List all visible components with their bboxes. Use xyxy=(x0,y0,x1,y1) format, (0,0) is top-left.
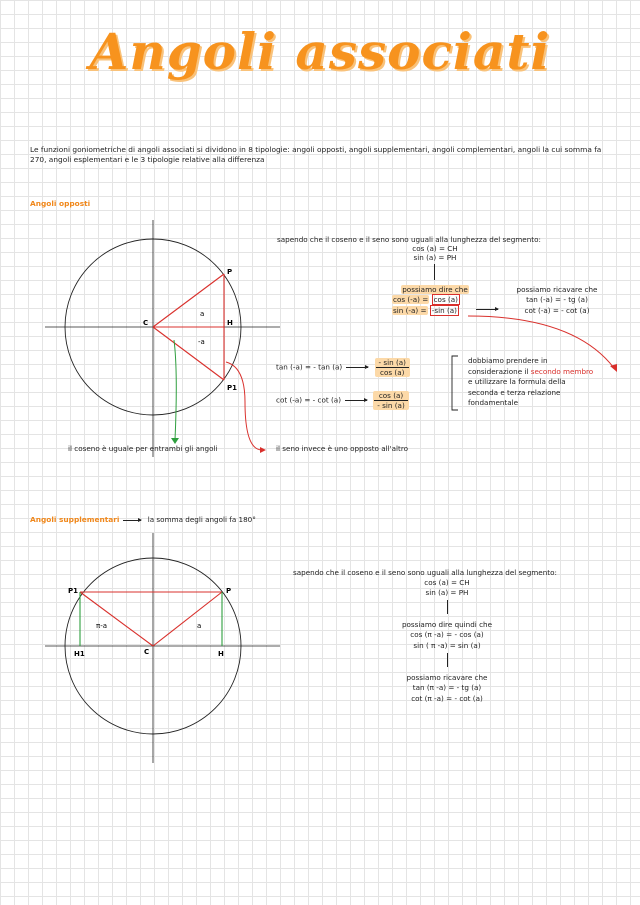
label-p-supp: P xyxy=(226,587,232,595)
arrow-down-3 xyxy=(447,653,448,667)
cot-fraction: $\frac{\cos (a)}{- \sin (a)}$ xyxy=(373,391,408,410)
label-p1: P1 xyxy=(227,384,238,392)
label-angle-neg-a: -a xyxy=(198,338,205,346)
supplementari-cos-res: cos (π -a) = - cos (a) xyxy=(410,630,484,639)
opposti-sin-neg: sin (-a) = -sin (a) xyxy=(393,306,457,315)
section-heading-supplementari: Angoli supplementari xyxy=(30,515,120,524)
page-title: Angoli associati xyxy=(89,22,551,81)
section-heading-opposti: Angoli opposti xyxy=(30,199,91,208)
opposti-tan-line: tan (-a) = - tan (a) $\frac{- \sin (a)}{\cos (a)}$ xyxy=(276,358,410,377)
intro-text: Le funzioni goniometriche di angoli associati si dividono in 8 tipologie: angoli opposti, angoli supplementari, angoli complementari, angoli la cui somma fa 270, angoli esplementari e le 3 tipologie relative alla differenza xyxy=(30,145,602,164)
opposti-cos-def: cos (a) = CH xyxy=(412,244,458,253)
opposti-cot-line: cot (-a) = - cot (a) $\frac{\cos (a)}{- \sin (a)}$ xyxy=(276,391,409,410)
supplementari-cos-def: cos (a) = CH xyxy=(424,578,470,587)
unit-circle-supplementari-diagram xyxy=(40,528,290,768)
supplementari-sum-note: la somma degli angoli fa 180° xyxy=(147,515,256,524)
label-c-supp: C xyxy=(144,648,150,656)
supplementari-sin-def: sin (a) = PH xyxy=(425,588,469,597)
sin-box: -sin (a) xyxy=(431,306,457,315)
label-c: C xyxy=(143,319,149,327)
label-h-supp: H xyxy=(218,650,224,658)
supplementari-sin-res: sin ( π -a) = sin (a) xyxy=(413,641,481,650)
label-angle-pi-a: π-a xyxy=(96,622,108,630)
label-p: P xyxy=(227,268,233,276)
unit-circle-opposti-diagram xyxy=(40,212,300,462)
tan-fraction: $\frac{- \sin (a)}{\cos (a)}$ xyxy=(375,358,410,377)
opposti-cot-res: cot (-a) = - cot (a) xyxy=(524,306,590,315)
supplementari-tan-res: tan (π -a) = - tg (a) xyxy=(412,683,482,692)
supplementari-cot-res: cot (π -a) = - cot (a) xyxy=(411,694,483,703)
opposti-sin-def: sin (a) = PH xyxy=(413,253,457,262)
arrow-down-2 xyxy=(447,600,448,614)
label-p1-supp: P1 xyxy=(68,587,79,595)
label-h1-supp: H1 xyxy=(74,650,85,658)
opposti-cos-neg: cos (-a) = cos (a) xyxy=(393,295,458,304)
opposti-ricavare: possiamo ricavare che xyxy=(516,285,598,294)
opposti-possiamo-dire: possiamo dire che xyxy=(402,285,468,294)
seno-note: il seno invece è uno opposto all'altro xyxy=(276,444,409,453)
secondo-membro-text: secondo membro xyxy=(530,366,594,376)
arrow-down-1 xyxy=(434,264,435,280)
coseno-note: il coseno è uguale per entrambi gli angoli xyxy=(68,444,218,453)
supplementari-heading-line xyxy=(30,515,256,524)
supplementari-intro: sapendo che il coseno e il seno sono uguali alla lunghezza del segmento: xyxy=(293,568,557,577)
opposti-intro: sapendo che il coseno e il seno sono uguali alla lunghezza del segmento: xyxy=(277,235,541,244)
supplementari-possiamo-dire: possiamo dire quindi che xyxy=(401,620,493,629)
label-h: H xyxy=(227,319,233,327)
opposti-note: dobbiamo prendere in considerazione il secondo membro e utilizzare la formula della seconda e terza relazione fondamentale xyxy=(468,356,594,407)
label-angle-a-supp: a xyxy=(197,622,202,630)
supplementari-ricavare: possiamo ricavare che xyxy=(406,673,488,682)
bracket xyxy=(448,354,462,412)
cos-box: cos (a) xyxy=(433,295,458,304)
opposti-tan-res: tan (-a) = - tg (a) xyxy=(526,295,588,304)
label-angle-a: a xyxy=(200,310,205,318)
